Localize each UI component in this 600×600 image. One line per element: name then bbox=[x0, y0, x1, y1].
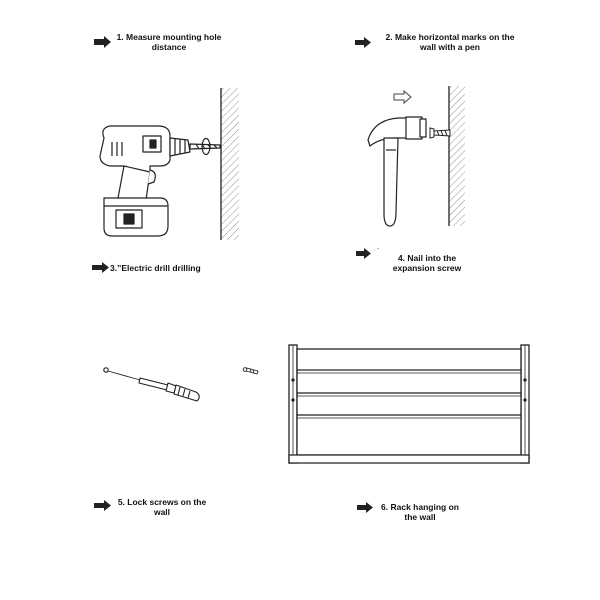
drill-icon bbox=[100, 126, 220, 236]
step-4-caption bbox=[384, 253, 470, 273]
wall-rack-icon bbox=[289, 345, 529, 463]
step-5-line-1: 5. Lock screws on the bbox=[117, 497, 207, 507]
arrow-right-icon bbox=[357, 502, 373, 513]
hammer-icon bbox=[368, 117, 426, 226]
screwdriver-icon bbox=[104, 368, 199, 401]
step-2-caption bbox=[375, 32, 525, 52]
step-1-caption bbox=[114, 32, 224, 52]
step-6-caption bbox=[376, 502, 464, 522]
step-6-line-1: 6. Rack hanging on bbox=[381, 502, 459, 512]
step-1-line-2: distance bbox=[151, 42, 187, 52]
step-6-line-2: the wall bbox=[404, 512, 436, 522]
step-3-line-1: 3.”Electric drill drilling bbox=[110, 263, 201, 273]
step-5-line-2: wall bbox=[153, 507, 171, 517]
step-3-caption bbox=[110, 263, 201, 273]
step-4-line-1: 4. Nail into the bbox=[397, 253, 457, 263]
wall-section-left bbox=[221, 88, 239, 240]
step-2-line-2: wall with a pen bbox=[420, 42, 480, 52]
screw-icon bbox=[243, 368, 258, 374]
screw-icon bbox=[430, 128, 450, 138]
arrow-right-icon bbox=[92, 262, 109, 273]
step-1-line-1: 1. Measure mounting hole bbox=[116, 32, 222, 42]
arrow-right-icon bbox=[355, 37, 371, 48]
wall-section-right bbox=[449, 86, 465, 226]
step-5-caption bbox=[112, 497, 212, 517]
arrow-right-icon bbox=[94, 500, 111, 511]
step-4-marker: · ” bbox=[374, 248, 379, 254]
arrow-right-icon bbox=[94, 36, 111, 48]
step-2-line-1: 2. Make horizontal marks on the bbox=[385, 32, 515, 42]
step-4-line-2: expansion screw bbox=[392, 263, 462, 273]
arrow-right-icon bbox=[394, 91, 411, 103]
arrow-right-icon bbox=[356, 248, 371, 259]
